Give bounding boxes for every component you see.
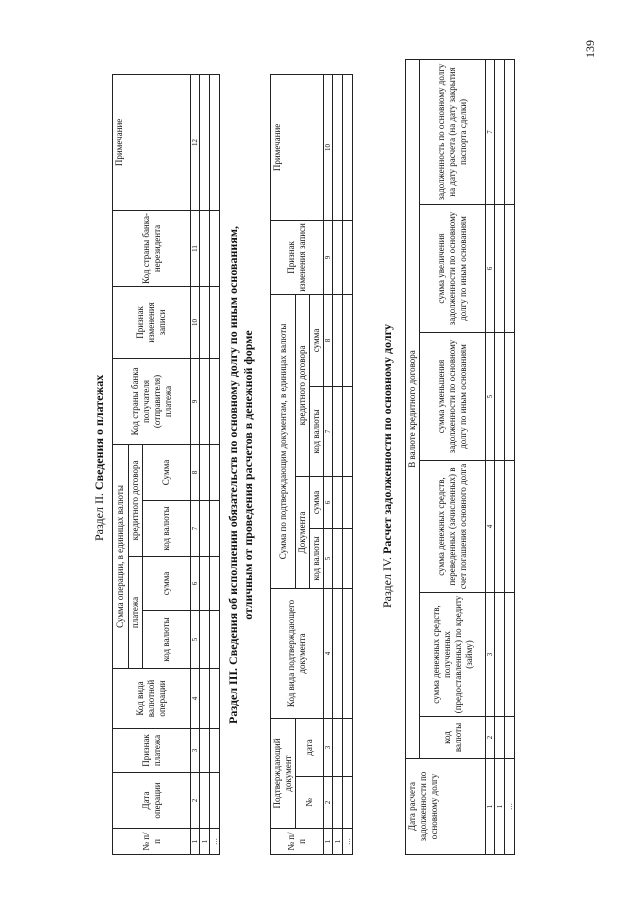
section3-title-line2: отличным от проведения расчетов в денежной форме — [241, 330, 255, 620]
s2-row-ellipsis: … — [210, 829, 220, 855]
section3-table-wrap — [270, 74, 353, 855]
s4-num: 6 — [486, 205, 495, 333]
s4-h-received: сумма денежных средств, полученных (предоставленных) по кредиту (займу) — [420, 593, 486, 717]
s2-h-sum-group: Сумма операции, в единицах валюты — [113, 444, 129, 668]
s3-h-change: Признак изменения записи — [271, 220, 324, 294]
s3-h-doc-kind: Код вида подтверждающего документа — [271, 588, 324, 718]
s2-h-change: Признак изменения записи — [113, 286, 191, 358]
s2-num: 12 — [191, 74, 200, 210]
s3-num: 2 — [324, 777, 333, 829]
s2-num: 10 — [191, 286, 200, 358]
section4-title-prefix: Раздел IV. — [380, 556, 394, 608]
s2-h-sum-1: сумма — [143, 557, 191, 611]
s3-num: 8 — [324, 294, 333, 386]
section4-table — [405, 59, 515, 855]
s3-num: 4 — [324, 588, 333, 718]
s3-h-code-cur-1: код валюты — [310, 528, 324, 588]
s3-row-ellipsis: … — [343, 829, 353, 855]
s4-row-ellipsis: … — [505, 759, 515, 855]
s3-num: 9 — [324, 220, 333, 294]
s4-num: 2 — [486, 717, 495, 759]
s4-h-increase: сумма увеличения задолженности по основному долгу по иным основаниям — [420, 205, 486, 333]
s3-num: 3 — [324, 718, 333, 776]
section2-table — [112, 74, 220, 855]
s2-num: 7 — [191, 501, 200, 557]
s4-h-code-cur: код валюты — [420, 717, 486, 759]
section2-title — [92, 375, 107, 541]
s2-h-code-cur-1: код валюты — [143, 611, 191, 669]
s2-h-sign: Признак платежа — [113, 729, 191, 773]
s3-h-sum-1: сумма — [310, 476, 324, 528]
section2-title-prefix: Раздел II. — [92, 493, 106, 541]
s4-num: 5 — [486, 333, 495, 461]
s2-num: 11 — [191, 210, 200, 286]
s3-h-sum-2: сумма — [310, 294, 324, 386]
section4-title-bold: Расчет задолженности по основному долгу — [380, 323, 394, 554]
s4-h-date: Дата расчета задолженности по основному долгу — [406, 759, 486, 855]
s2-h-no: № п/п — [113, 829, 191, 855]
s4-row-first: 1 — [495, 759, 505, 855]
s3-row-first: 1 — [333, 829, 343, 855]
section2-table-wrap — [112, 74, 220, 855]
s2-h-country-nonres: Код страны банка-нерезидента — [113, 210, 191, 286]
s3-num: 1 — [324, 829, 333, 855]
s2-h-code-cur-2: код валюты — [143, 501, 191, 557]
s2-num: 2 — [191, 773, 200, 829]
s2-h-date: Дата операции — [113, 773, 191, 829]
s2-num: 4 — [191, 669, 200, 729]
s4-h-debt: задолженность по основному долгу на дату расчета (на дату закрытия паспорта сделки) — [420, 59, 486, 204]
s3-h-doc-date: дата — [296, 718, 324, 776]
s3-num: 10 — [324, 74, 333, 220]
section4-title — [380, 324, 395, 608]
s3-num: 6 — [324, 476, 333, 528]
s3-h-document: Документа — [296, 476, 310, 588]
s2-h-payment: платежа — [129, 557, 143, 669]
s2-num: 9 — [191, 358, 200, 444]
s3-h-code-cur-2: код валюты — [310, 386, 324, 476]
s4-h-decrease: сумма уменьшения задолженности по основному долгу по иным основаниям — [420, 333, 486, 461]
s4-num: 4 — [486, 461, 495, 593]
s2-num: 1 — [191, 829, 200, 855]
s3-num: 5 — [324, 528, 333, 588]
s4-num: 3 — [486, 593, 495, 717]
s3-num: 7 — [324, 386, 333, 476]
s2-row-first: 1 — [200, 829, 210, 855]
s2-h-country: Код страны банка получателя (отправителя) платежа — [113, 358, 191, 444]
s3-h-note: Примечание — [271, 74, 324, 220]
section3-title-line1: Раздел III. Сведения об исполнении обязательств по основному долгу по иным основаниям, — [226, 226, 240, 725]
s2-num: 5 — [191, 611, 200, 669]
page-number: 139 — [583, 40, 597, 58]
s2-h-sum-2: Сумма — [143, 444, 191, 500]
s2-num: 8 — [191, 444, 200, 500]
section3-table — [270, 74, 353, 855]
s2-num: 6 — [191, 557, 200, 611]
s2-h-note: Примечание — [113, 74, 191, 210]
section3-title — [226, 155, 256, 795]
s4-num: 1 — [486, 759, 495, 855]
s3-h-doc: Подтверждающий документ — [271, 718, 296, 828]
s3-h-doc-no: № — [296, 777, 324, 829]
section2-title-bold: Сведения о платежах — [92, 374, 106, 491]
s2-h-opcode: Код вида валютной операции — [113, 669, 191, 729]
s4-h-in-currency: В валюте кредитного договора — [406, 59, 420, 758]
s3-h-no: № п/п — [271, 829, 324, 855]
s4-num: 7 — [486, 59, 495, 204]
s2-h-contract: кредитного договора — [129, 444, 143, 556]
section4-table-wrap — [405, 59, 515, 855]
s3-h-contract: кредитного договора — [296, 294, 310, 476]
s2-num: 3 — [191, 729, 200, 773]
s4-h-transferred: сумма денежных средств, переведенных (зачисленных) в счет погашения основного долга — [420, 461, 486, 593]
s3-h-sum-group: Сумма по подтверждающим документам, в единицах валюты — [271, 294, 296, 588]
